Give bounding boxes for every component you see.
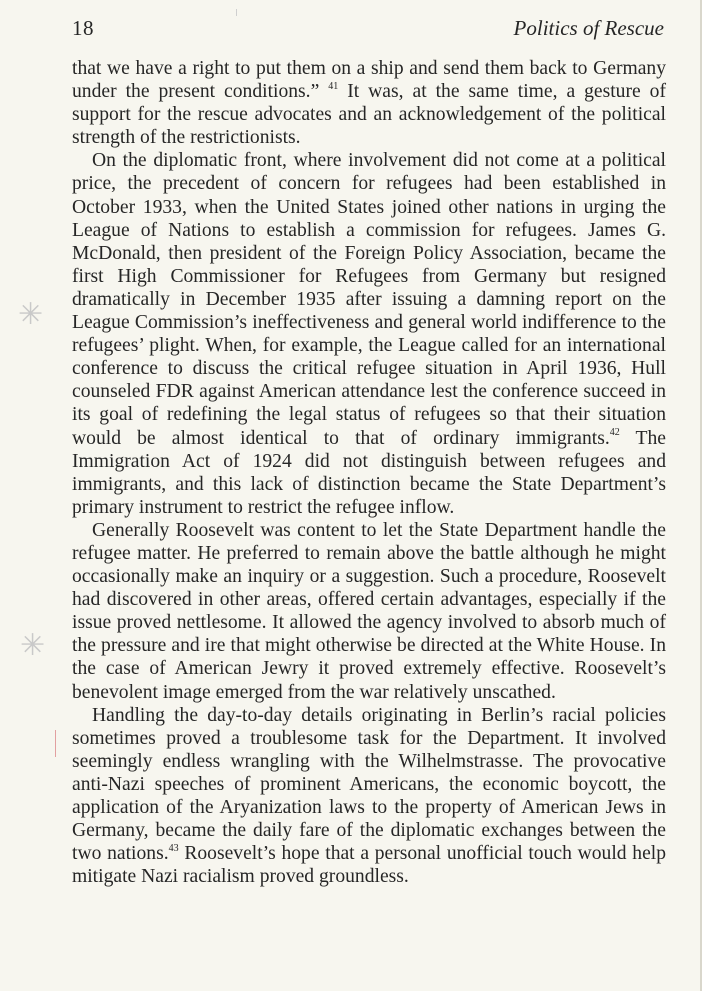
paragraph	[72, 57, 666, 149]
text-run: Handling the day-to-day details originating in Berlin’s racial policies sometimes proved a troublesome task for the Department. It involved seemingly endless wrangling with the Wilhelmstrasse. The provocative anti-Nazi speeches of prominent Americans, the economic boycott, the application of the Aryanization laws to the property of American Jews in Germany, became the daily fare of the diplomatic exchanges between the two nations.	[72, 704, 666, 865]
footnote-ref: 42	[609, 426, 620, 438]
text-run: Roosevelt’s hope that a personal unofficial touch would help mitigate Nazi racialism proved groundless.	[72, 843, 667, 888]
text-run: The Immigration Act of 1924 did not distinguish between refugees and immigrants, and this lack of distinction became the State Department’s primary instrument to restrict the refugee inflow.	[72, 427, 666, 518]
footnote-ref: 43	[168, 842, 179, 854]
text-run: that we have a right to put them on a ship and send them back to Germany under the present conditions.”	[72, 58, 666, 103]
footnote-ref: 41	[328, 80, 339, 92]
asterisk-mark-icon: ✳	[18, 298, 44, 331]
paragraph	[72, 704, 666, 889]
page-number: 18	[72, 16, 94, 40]
text-run: On the diplomatic front, where involvement did not come at a political price, the precedent of concern for refugees had been established in October 1933, when the United States joined other nations in urging the League of Nations to establish a commission for refugees. James G. McDonald, then president of the Foreign Policy Association, became the first High Commissioner for Refugees from Germany but resigned dramatically in December 1935 after issuing a damning report on the League Commission’s ineffectiveness and general world indifference to the refugees’ plight. When, for example, the League called for an international conference to discuss the critical refugee situation in April 1936, Hull counseled FDR against American attendance lest the conference succeed in its goal of redefining the legal status of refugees so that their situation would be almost identical to that of ordinary immigrants.	[72, 150, 666, 449]
page-body	[72, 57, 666, 888]
text-run: It was, at the same time, a gesture of support for the rescue advocates and an acknowledgement of the political strength of the restrictionists.	[72, 81, 666, 149]
asterisk-mark-icon: ✳	[20, 629, 46, 662]
margin-pencil-mark	[55, 730, 56, 757]
text-run: Generally Roosevelt was content to let the State Department handle the refugee matter. He preferred to remain above the battle although he might occasionally make an inquiry or a suggestion. Such a procedure, Roosevelt had discovered in other areas, offered certain advantages, especially if the issue proved nettlesome. It allowed the agency involved to absorb much of the pressure and ire that might otherwise be directed at the White House. In the case of American Jewry it proved extremely effective. Roosevelt’s benevolent image emerged from the war relatively unscathed.	[72, 519, 666, 703]
running-head: Politics of Rescue	[513, 16, 664, 40]
paragraph	[72, 519, 666, 704]
paragraph	[72, 149, 666, 519]
page-header	[72, 12, 664, 44]
paper-speck	[236, 9, 237, 16]
